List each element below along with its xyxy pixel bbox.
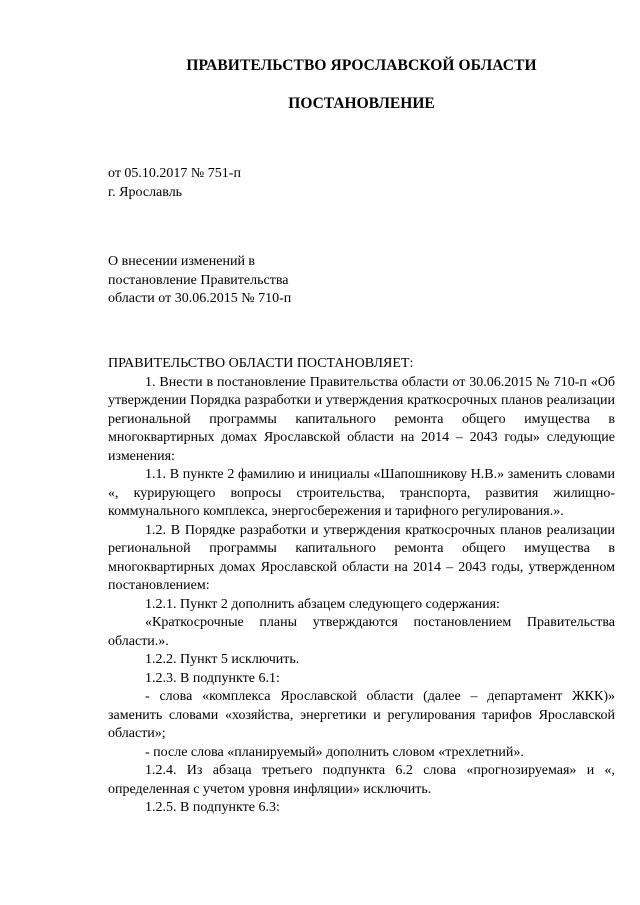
paragraph: 1.2.2. Пункт 5 исключить.: [145, 652, 300, 667]
resolution-heading: ПРАВИТЕЛЬСТВО ОБЛАСТИ ПОСТАНОВЛЯЕТ:: [108, 356, 414, 371]
paragraph: 1.1. В пункте 2 фамилию и инициалы «Шапошникову Н.В.» заменить словами «, курирующего вопросы строительства, транспорта, развития жилищно-коммунального комплекса, энергосбережения и тарифного регулирования.».: [108, 467, 615, 519]
paragraph: 1.2.1. Пункт 2 дополнить абзацем следующего содержания:: [145, 596, 500, 612]
city: г. Ярославль: [108, 185, 183, 200]
paragraph: 1. Внести в постановление Правительства области от 30.06.2015 № 710-п «Об утверждении Порядка разработки и утверждения краткосрочных планов реализации региональной программы капитального ремонта общего имущества в многоквартирных домах Ярославской области на 2014 – 2043 годы» следующие изменения:: [108, 374, 615, 464]
paragraph: 1.2.3. В подпункте 6.1:: [145, 670, 280, 686]
subject-line: области от 30.06.2015 № 710-п: [108, 291, 292, 306]
subject-line: О внесении изменений в: [108, 254, 256, 269]
date-number: от 05.10.2017 № 751-п: [108, 166, 241, 181]
document-subject: [108, 253, 368, 309]
paragraph: 1.2. В Порядке разработки и утверждения краткосрочных планов реализации региональной программы капитального ремонта общего имущества в многоквартирных домах Ярославской области на 2014 – 2043 годы, утвержденном постановлением:: [108, 522, 615, 593]
paragraph: «Краткосрочные планы утверждаются постановлением Правительства области.».: [108, 615, 615, 649]
document-body: [108, 355, 615, 818]
paragraph: - слова «комплекса Ярославской области (далее – департамент ЖКК)» заменить словами «хозяйства, энергетики и регулирования тарифов Ярославской области»;: [108, 689, 615, 741]
subject-line: постановление Правительства: [108, 272, 289, 288]
document-type: ПОСТАНОВЛЕНИЕ: [288, 95, 435, 112]
paragraph: 1.2.5. В подпункте 6.3:: [145, 800, 280, 815]
organization-title: ПРАВИТЕЛЬСТВО ЯРОСЛАВСКОЙ ОБЛАСТИ: [186, 57, 537, 74]
paragraph: - после слова «планируемый» дополнить словом «трехлетний».: [145, 744, 524, 760]
paragraph: 1.2.4. Из абзаца третьего подпункта 6.2 слова «прогнозируемая» и «, определенная с учетом уровня инфляции» исключить.: [108, 763, 615, 797]
